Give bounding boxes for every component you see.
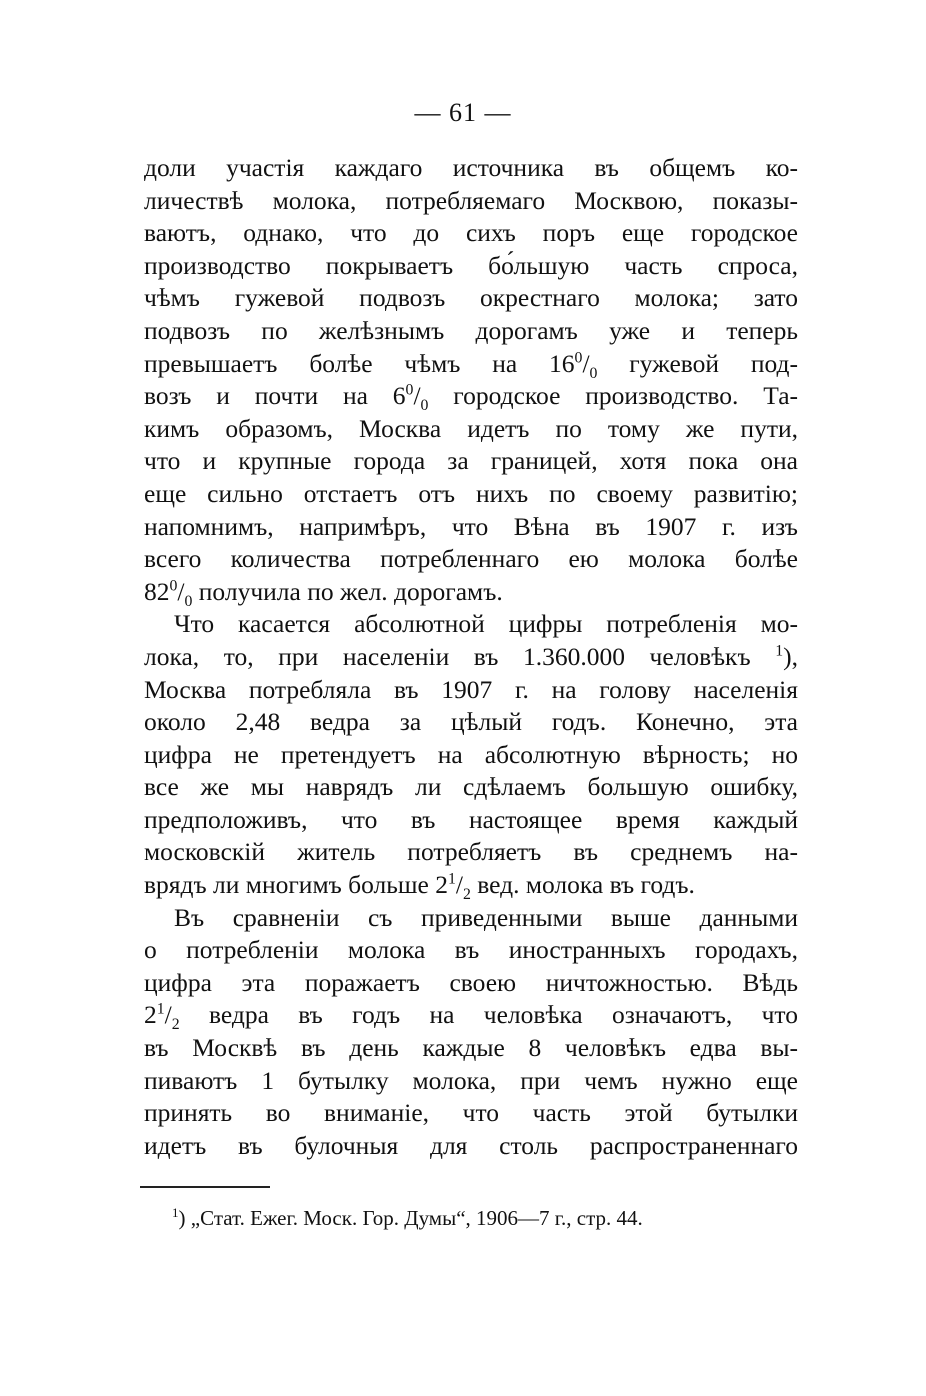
text-line: чѣмъ гужевой подвозъ окрестнаго молока; зато — [144, 283, 798, 313]
text-line: производство покрываетъ бо́льшую часть спроса, — [144, 250, 798, 280]
text-line: что и крупные города за границей, хотя пока она — [144, 446, 798, 476]
text-line: идетъ въ булочныя для столь распространеннаго — [144, 1130, 798, 1160]
text-line: личествѣ молока, потребляемаго Москвою, показы- — [144, 185, 798, 215]
text-line: московскій житель потребляетъ въ среднемъ на- — [144, 837, 798, 867]
text-line: Москва потребляла въ 1907 г. на голову населенія — [144, 674, 798, 704]
text-line: еще сильно отстаетъ отъ нихъ по своему развитію; — [144, 478, 798, 508]
text-line: Въ сравненіи съ приведенными выше данными — [174, 902, 798, 932]
text-line: врядъ ли многимъ больше $2^1/_2$ вед. молока въ годъ. — [144, 870, 695, 904]
text-line: $2^1/_2$ ведра въ годъ на человѣка означаютъ, что — [144, 1000, 798, 1034]
text-line: о потребленіи молока въ иностранныхъ городахъ, — [144, 935, 798, 965]
text-line: предположивъ, что въ настоящее время каждый — [144, 804, 798, 834]
text-line: Что касается абсолютной цифры потребленія мо- — [174, 609, 798, 639]
text-line: цифра не претендуетъ на абсолютную вѣрность; но — [144, 739, 798, 769]
text-line: превышаетъ болѣе чѣмъ на $16^0/_0$ гужевой под- — [144, 348, 798, 382]
text-line: принять во вниманіе, что часть этой бутылки — [144, 1098, 798, 1128]
text-line: кимъ образомъ, Москва идетъ по тому же пути, — [144, 413, 798, 443]
text-line: всего количества потребленнаго ею молока болѣе — [144, 544, 798, 574]
footnote-divider — [140, 1186, 270, 1188]
text-line: напомнимъ, напримѣръ, что Вѣна въ 1907 г. изъ — [144, 511, 798, 541]
footnote: $^1$) „Стат. Ежег. Моск. Гор. Думы“, 1906—7 г., стр. 44. — [172, 1205, 643, 1230]
text-line: ваютъ, однако, что до сихъ поръ еще городское — [144, 218, 798, 248]
text-line: въ Москвѣ въ день каждые 8 человѣкъ едва вы- — [144, 1033, 798, 1063]
text-line: подвозъ по желѣзнымъ дорогамъ уже и теперь — [144, 315, 798, 345]
text-line: около 2,48 ведра за цѣлый годъ. Конечно, эта — [144, 707, 798, 737]
footnote-marker: 1 — [172, 1205, 179, 1220]
footnote-text: „Стат. Ежег. Моск. Гор. Думы“, 1906—7 г., стр. 44. — [185, 1206, 643, 1230]
main-text — [144, 152, 798, 1162]
text-line: лока, то, при населеніи въ 1.360.000 человѣкъ $^1$), — [144, 641, 798, 671]
text-line: пиваютъ 1 бутылку молока, при чемъ нужно еще — [144, 1065, 798, 1095]
text-line: цифра эта поражаетъ своею ничтожностью. Вѣдь — [144, 967, 798, 997]
page-number: — 61 — — [414, 98, 512, 127]
text-line: все же мы наврядъ ли сдѣлаемъ большую ошибку, — [144, 772, 798, 802]
text-line: $82^0/_0$ получила по жел. дорогамъ. — [144, 576, 503, 610]
text-line: возъ и почти на $6^0/_0$ городское производство. Та- — [144, 381, 798, 415]
text-line: доли участія каждаго источника въ общемъ ко- — [144, 153, 798, 182]
